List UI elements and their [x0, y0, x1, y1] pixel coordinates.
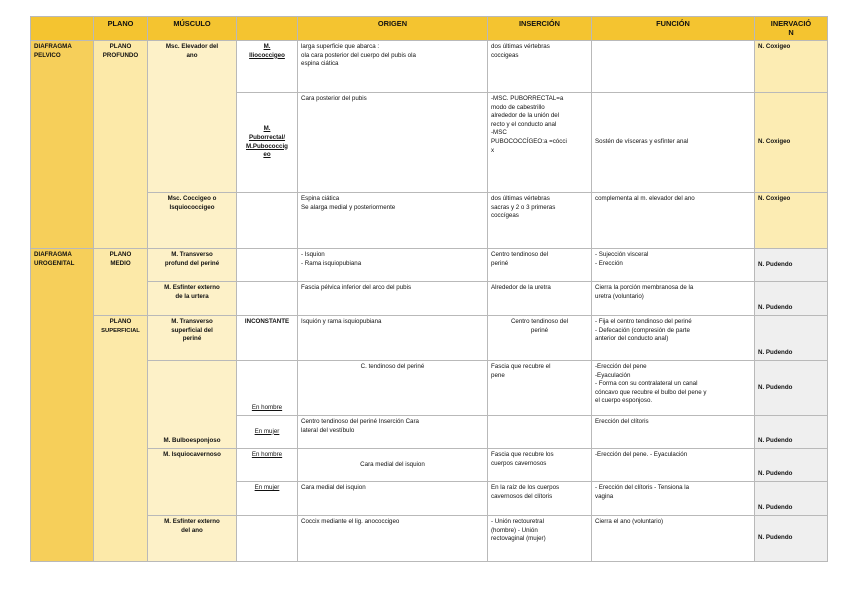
origin-cell: Coccix mediante el lig. anococcigeo: [298, 516, 488, 562]
header-plano: PLANO: [94, 17, 148, 41]
origin-cell: C. tendinoso del periné: [298, 361, 488, 416]
header-musculo: MÚSCULO: [148, 17, 237, 41]
submuscle-empty: [237, 249, 298, 282]
table-row: [31, 449, 828, 482]
function-cell: [592, 41, 755, 93]
function-cell: Cierra el ano (voluntario): [592, 516, 755, 562]
header-insercion: INSERCIÓN: [488, 17, 592, 41]
muscle-esfinter-ano: M. Esfínter externo del ano: [148, 516, 237, 562]
submuscle-empty: [237, 193, 298, 249]
origin-cell: Cara medial del isquion: [298, 449, 488, 482]
origin-cell: Cara medial del isquion: [298, 482, 488, 516]
header-row: [31, 17, 828, 41]
submuscle-puborrectal: [237, 93, 298, 193]
function-cell: - Erección del clítoris - Tensiona la vagina: [592, 482, 755, 516]
insertion-cell: -MSC. PUBORRECTAL=a modo de cabestrillo alrededor de la unión del recto y el conducto anal -MSC PUBOCOCCÍGEO:a =cócci x: [488, 93, 592, 193]
origin-cell: Espina ciática Se alarga medial y posteriormente: [298, 193, 488, 249]
origin-cell: Isquión y rama isquiopubiana: [298, 316, 488, 361]
innervation-cell: N. Coxigeo: [755, 41, 828, 93]
insertion-cell: Centro tendinoso del periné: [488, 316, 592, 361]
insertion-cell: Fascia que recubre el pene: [488, 361, 592, 416]
submuscle-hombre: [237, 449, 298, 482]
group-diafragma-urogenital: DIAFRAGMA UROGENITAL: [31, 249, 94, 562]
table-row: [31, 361, 828, 416]
function-cell: -Erección del pene -Eyaculación - Forma con su contralateral un canal cóncavo que recubre el bulbo del pene y el cuerpo esponjoso.: [592, 361, 755, 416]
origin-cell: Cara posterior del pubis: [298, 93, 488, 193]
muscle-isquiocavernoso: M. Isquiocavernoso: [148, 449, 237, 516]
function-cell: - Fija el centro tendinoso del periné - Defecación (compresión de parte anterior del conducto anal): [592, 316, 755, 361]
function-cell: complementa al m. elevador del ano: [592, 193, 755, 249]
submuscle-mujer: [237, 416, 298, 449]
plano-superficial: [94, 316, 148, 562]
innervation-cell: N. Coxigeo: [755, 93, 828, 193]
header-funcion: FUNCIÓN: [592, 17, 755, 41]
innervation-cell: N. Coxigeo: [755, 193, 828, 249]
function-cell: - Sujección visceral - Erección: [592, 249, 755, 282]
submuscle-label: En mujer: [254, 484, 280, 491]
innervation-cell: N. Pudendo: [755, 416, 828, 449]
submuscle-mujer: [237, 482, 298, 516]
innervation-cell: N. Pudendo: [755, 516, 828, 562]
innervation-cell: N. Pudendo: [755, 361, 828, 416]
submuscle-iliococcigeo: [237, 41, 298, 93]
innervation-cell: N. Pudendo: [755, 449, 828, 482]
submuscle-label: En hombre: [251, 451, 283, 458]
submuscle-label: M. Puborrectal/ M.Pubococcig eo: [246, 125, 288, 159]
table-row: [31, 193, 828, 249]
origin-cell: Centro tendinoso del periné Inserción Cara lateral del vestíbulo: [298, 416, 488, 449]
submuscle-empty: [237, 282, 298, 316]
muscle-bulboesponjoso: M. Bulboesponjoso: [148, 361, 237, 449]
submuscle-label: En mujer: [254, 427, 280, 435]
insertion-cell: - Unión rectouretral (hombre) - Unión rectovaginal (mujer): [488, 516, 592, 562]
insertion-cell: Centro tendinoso del periné: [488, 249, 592, 282]
function-cell: Sostén de vísceras y esfínter anal: [592, 93, 755, 193]
plano-medio: PLANO MEDIO: [94, 249, 148, 316]
insertion-cell: dos últimas vértebras sacras y 2 o 3 primeras coccígeas: [488, 193, 592, 249]
table-row: [31, 249, 828, 282]
submuscle-hombre: [237, 361, 298, 416]
table-row: [31, 316, 828, 361]
insertion-cell: Fascia que recubre los cuerpos cavernosos: [488, 449, 592, 482]
muscle-esfinter-uretra: M. Esfínter externo de la urtera: [148, 282, 237, 316]
insertion-cell: dos últimas vértebras coccigeas: [488, 41, 592, 93]
submuscle-inconstante: INCONSTANTE: [237, 316, 298, 361]
muscle-transverso-profundo: M. Transverso profund del periné: [148, 249, 237, 282]
innervation-cell: N. Pudendo: [755, 249, 828, 282]
plano-superficial-line2: SUPERFICIAL: [101, 327, 140, 334]
origin-cell: larga superficie que abarca : ola cara posterior del cuerpo del pubis ola espina ciática: [298, 41, 488, 93]
header-cell-group: [31, 17, 94, 41]
origin-cell: Fascia pélvica inferior del arco del pubis: [298, 282, 488, 316]
group-diafragma-pelvico: DIAFRAGMA PELVICO: [31, 41, 94, 249]
submuscle-empty: [237, 516, 298, 562]
origin-cell: - Isquion - Rama isquiopubiana: [298, 249, 488, 282]
insertion-cell: [488, 416, 592, 449]
innervation-cell: N. Pudendo: [755, 482, 828, 516]
muscle-transverso-superficial: M. Transverso superficial del periné: [148, 316, 237, 361]
muscle-coccigeo: Msc. Coccigeo o Isquiococcigeo: [148, 193, 237, 249]
anatomy-table: [30, 16, 828, 562]
header-origen: ORIGEN: [298, 17, 488, 41]
submuscle-label: M. Iliococcigeo: [249, 43, 285, 59]
insertion-cell: En la raíz de los cuerpos cavernosos del clítoris: [488, 482, 592, 516]
function-cell: -Erección del pene. - Eyaculación: [592, 449, 755, 482]
header-sub: [237, 17, 298, 41]
header-inervacion: INERVACIÓ N: [755, 17, 828, 41]
innervation-cell: N. Pudendo: [755, 282, 828, 316]
plano-superficial-line1: PLANO: [109, 318, 132, 325]
submuscle-label: En hombre: [251, 404, 283, 412]
insertion-cell: Alrededor de la uretra: [488, 282, 592, 316]
plano-profundo: PLANO PROFUNDO: [94, 41, 148, 249]
table-row: [31, 282, 828, 316]
muscle-elevador-ano: Msc. Elevador del ano: [148, 41, 237, 193]
table-row: [31, 41, 828, 93]
function-cell: Erección del clítoris: [592, 416, 755, 449]
table-row: [31, 516, 828, 562]
function-cell: Cierra la porción membranosa de la uretra (voluntario): [592, 282, 755, 316]
innervation-cell: N. Pudendo: [755, 316, 828, 361]
